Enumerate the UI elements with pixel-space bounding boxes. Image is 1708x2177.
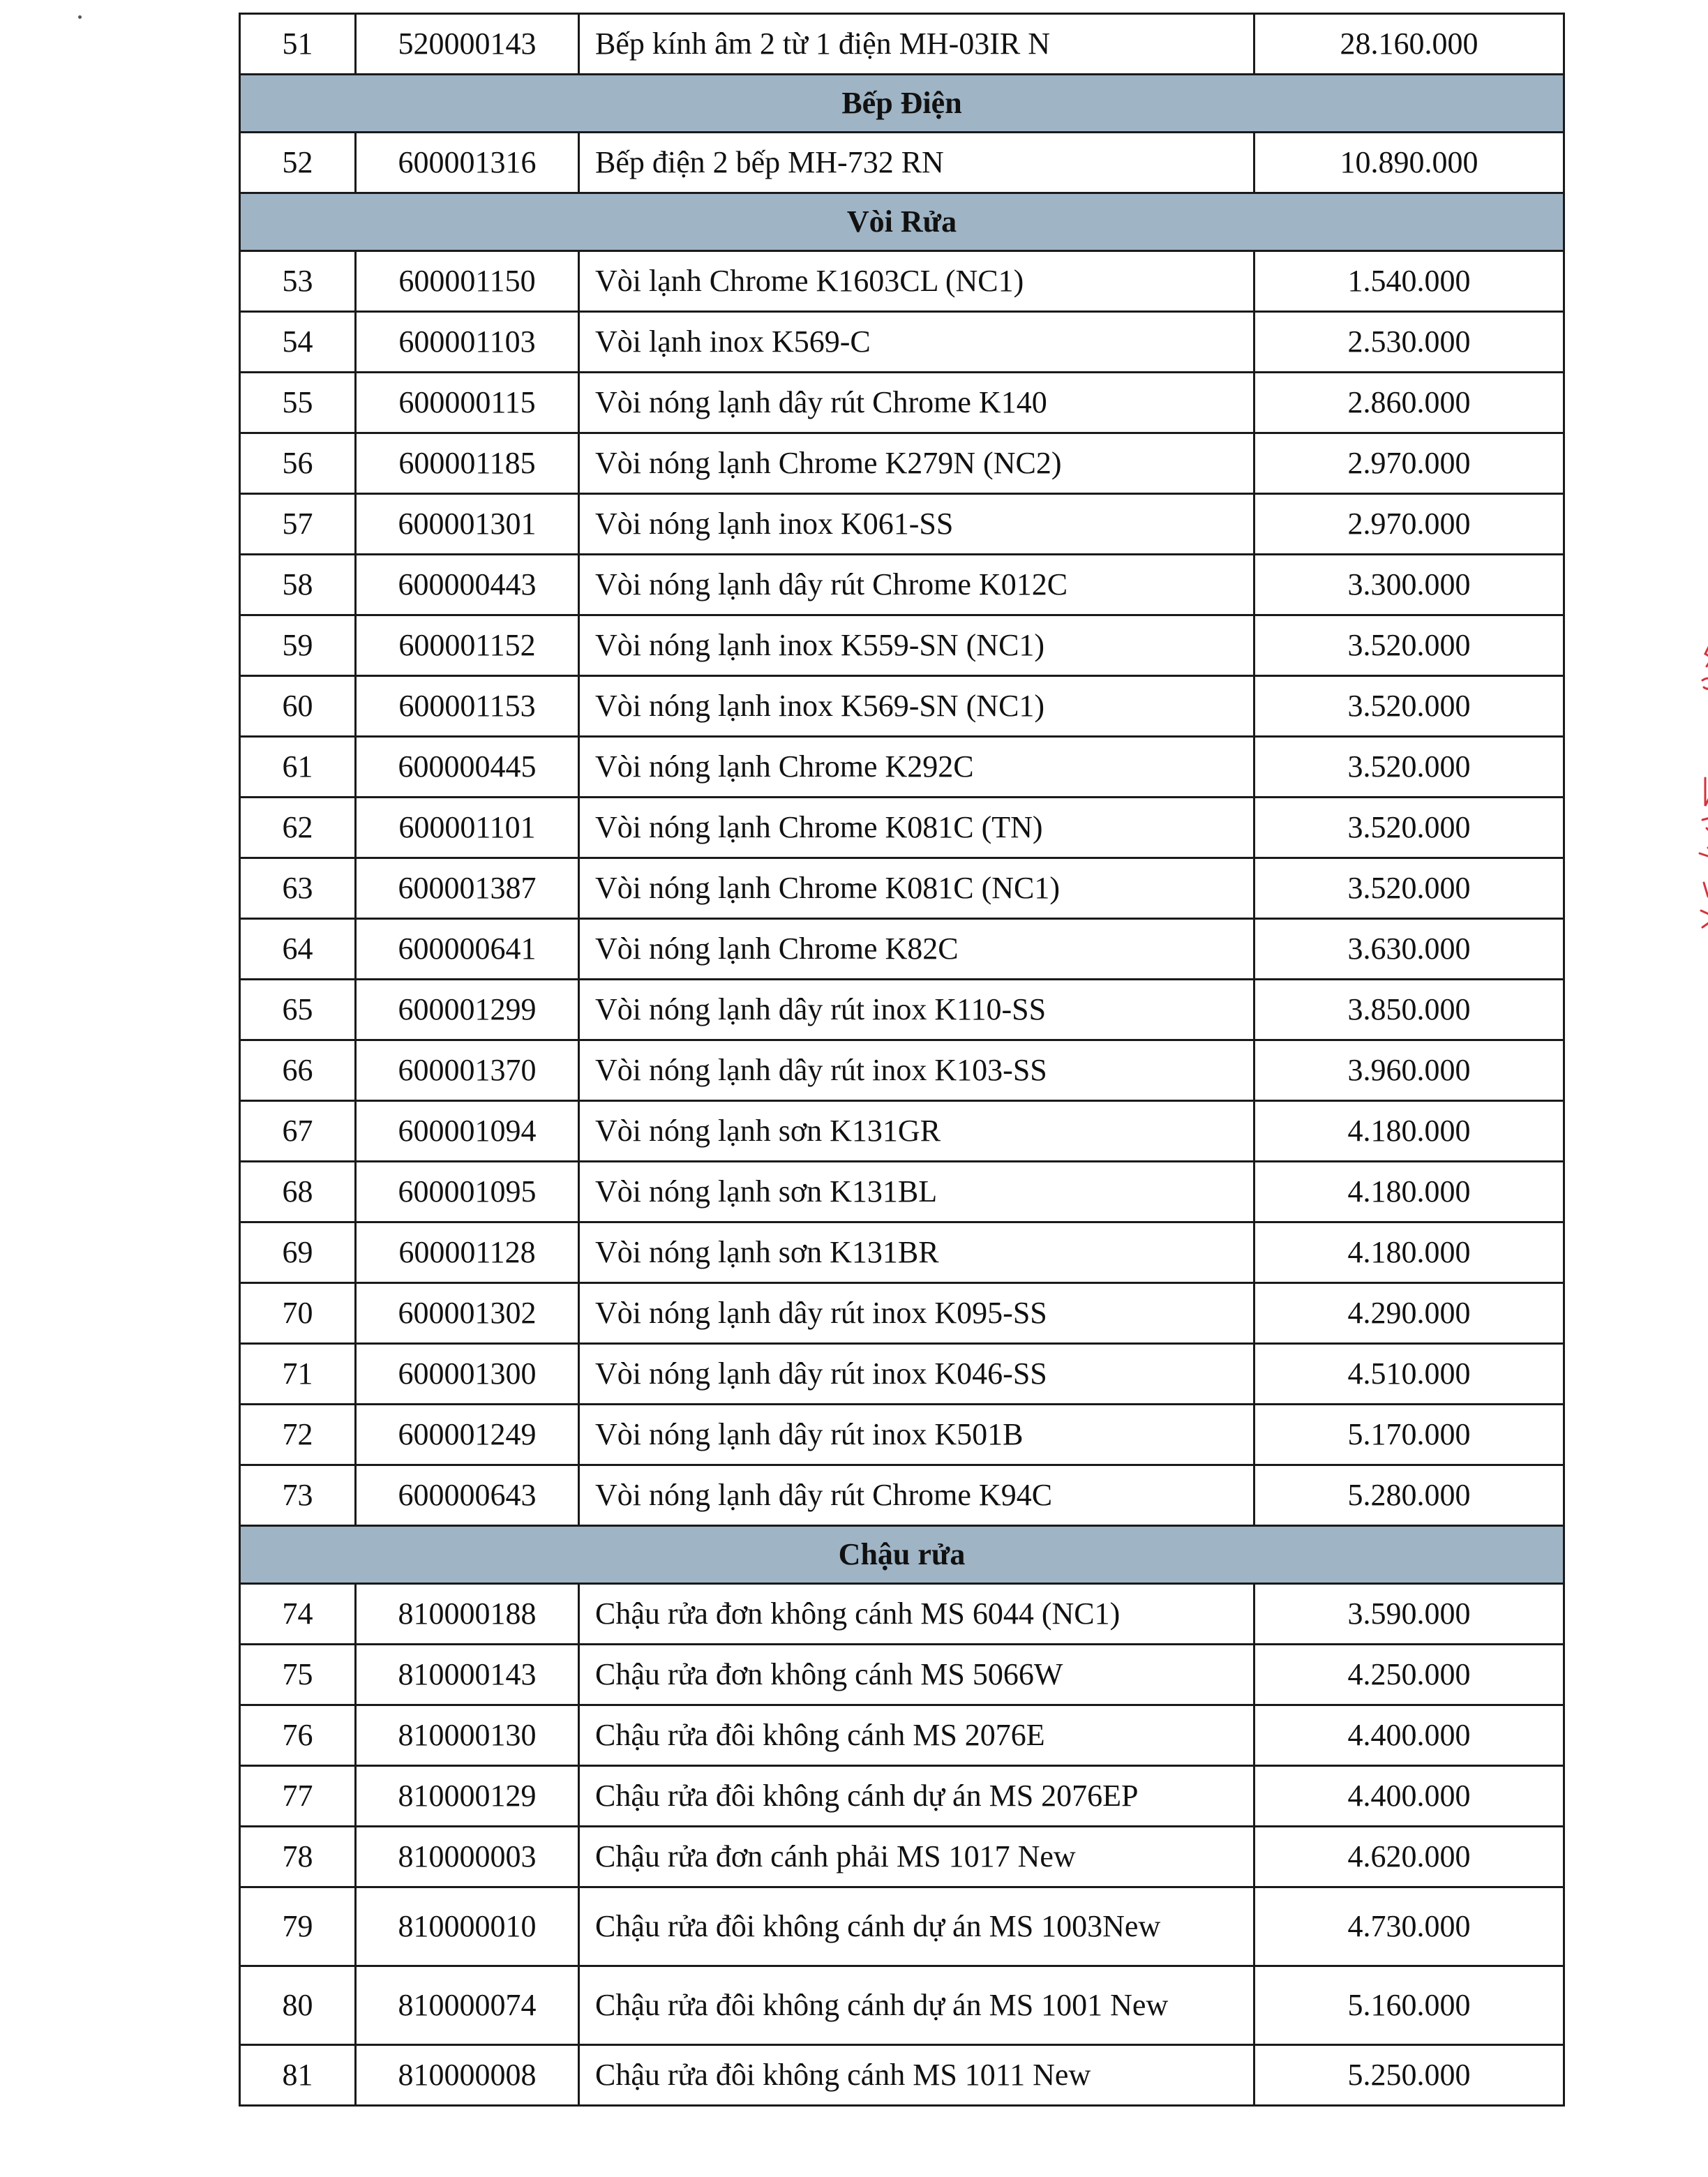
product-code-cell: 600001103 [356, 312, 579, 373]
product-code-cell: 600000643 [356, 1465, 579, 1526]
product-name-cell: Vòi nóng lạnh dây rút inox K046-SS [579, 1344, 1254, 1405]
product-code-cell: 810000188 [356, 1584, 579, 1645]
scan-speck [78, 15, 82, 19]
table-row [240, 737, 1564, 798]
row-number-cell: 54 [240, 312, 356, 373]
price-cell: 3.960.000 [1254, 1040, 1564, 1101]
table-row [240, 1162, 1564, 1222]
product-code-cell: 520000143 [356, 14, 579, 75]
row-number-cell: 52 [240, 133, 356, 193]
table-row [240, 1283, 1564, 1344]
row-number-cell: 80 [240, 1966, 356, 2045]
table-row [240, 980, 1564, 1040]
row-number-cell: 53 [240, 251, 356, 312]
product-name-cell: Vòi nóng lạnh dây rút inox K095-SS [579, 1283, 1254, 1344]
product-name-cell: Chậu rửa đôi không cánh MS 1011 New [579, 2045, 1254, 2106]
product-code-cell: 600000641 [356, 919, 579, 980]
section-header-row [240, 193, 1564, 251]
row-number-cell: 78 [240, 1827, 356, 1887]
product-code-cell: 600001387 [356, 858, 579, 919]
product-name-cell: Chậu rửa đơn không cánh MS 5066W [579, 1645, 1254, 1705]
table-row [240, 919, 1564, 980]
price-cell: 3.850.000 [1254, 980, 1564, 1040]
product-code-cell: 810000130 [356, 1705, 579, 1766]
price-cell: 3.520.000 [1254, 615, 1564, 676]
table-row [240, 858, 1564, 919]
price-cell: 2.860.000 [1254, 373, 1564, 433]
table-row [240, 1827, 1564, 1887]
row-number-cell: 64 [240, 919, 356, 980]
row-number-cell: 79 [240, 1887, 356, 1966]
row-number-cell: 68 [240, 1162, 356, 1222]
row-number-cell: 65 [240, 980, 356, 1040]
product-name-cell: Vòi nóng lạnh Chrome K82C [579, 919, 1254, 980]
row-number-cell: 60 [240, 676, 356, 737]
product-code-cell: 600000445 [356, 737, 579, 798]
table-row [240, 373, 1564, 433]
product-name-cell: Vòi nóng lạnh dây rút Chrome K94C [579, 1465, 1254, 1526]
product-code-cell: 600001249 [356, 1405, 579, 1465]
product-name-cell: Vòi lạnh inox K569-C [579, 312, 1254, 373]
price-cell: 2.970.000 [1254, 433, 1564, 494]
row-number-cell: 76 [240, 1705, 356, 1766]
product-code-cell: 600001299 [356, 980, 579, 1040]
product-name-cell: Chậu rửa đơn không cánh MS 6044 (NC1) [579, 1584, 1254, 1645]
table-row [240, 555, 1564, 615]
price-cell: 4.400.000 [1254, 1705, 1564, 1766]
price-cell: 4.510.000 [1254, 1344, 1564, 1405]
product-code-cell: 810000010 [356, 1887, 579, 1966]
section-header-row [240, 75, 1564, 133]
product-name-cell: Vòi nóng lạnh inox K559-SN (NC1) [579, 615, 1254, 676]
price-cell: 3.520.000 [1254, 858, 1564, 919]
row-number-cell: 77 [240, 1766, 356, 1827]
table-row [240, 1705, 1564, 1766]
product-name-cell: Vòi nóng lạnh Chrome K292C [579, 737, 1254, 798]
row-number-cell: 73 [240, 1465, 356, 1526]
table-row [240, 1645, 1564, 1705]
price-cell: 5.280.000 [1254, 1465, 1564, 1526]
table-row [240, 676, 1564, 737]
price-cell: 4.620.000 [1254, 1827, 1564, 1887]
price-cell: 2.970.000 [1254, 494, 1564, 555]
table-row [240, 1222, 1564, 1283]
section-title: Vòi Rửa [240, 193, 1564, 251]
product-name-cell: Vòi nóng lạnh dây rút inox K501B [579, 1405, 1254, 1465]
product-code-cell: 810000074 [356, 1966, 579, 2045]
product-code-cell: 810000003 [356, 1827, 579, 1887]
product-code-cell: 600001095 [356, 1162, 579, 1222]
product-name-cell: Vòi nóng lạnh Chrome K081C (NC1) [579, 858, 1254, 919]
product-name-cell: Chậu rửa đơn cánh phải MS 1017 New [579, 1827, 1254, 1887]
table-row [240, 615, 1564, 676]
table-row [240, 1766, 1564, 1827]
table-row [240, 133, 1564, 193]
red-seal-stamp-fragment [1675, 631, 1708, 980]
product-code-cell: 600001316 [356, 133, 579, 193]
table-row [240, 312, 1564, 373]
row-number-cell: 63 [240, 858, 356, 919]
product-name-cell: Chậu rửa đôi không cánh dự án MS 1001 New [579, 1966, 1254, 2045]
table-row [240, 2045, 1564, 2106]
price-cell: 5.170.000 [1254, 1405, 1564, 1465]
product-code-cell: 600001150 [356, 251, 579, 312]
row-number-cell: 66 [240, 1040, 356, 1101]
price-cell: 2.530.000 [1254, 312, 1564, 373]
product-code-cell: 600001302 [356, 1283, 579, 1344]
row-number-cell: 57 [240, 494, 356, 555]
price-list-table [239, 13, 1565, 2107]
table-row [240, 1405, 1564, 1465]
price-cell: 4.730.000 [1254, 1887, 1564, 1966]
table-row [240, 1887, 1564, 1966]
product-name-cell: Chậu rửa đôi không cánh MS 2076E [579, 1705, 1254, 1766]
table-row [240, 14, 1564, 75]
table-row [240, 1465, 1564, 1526]
product-name-cell: Vòi nóng lạnh sơn K131BR [579, 1222, 1254, 1283]
section-title: Bếp Điện [240, 75, 1564, 133]
product-code-cell: 600001185 [356, 433, 579, 494]
table-row [240, 251, 1564, 312]
price-cell: 3.520.000 [1254, 737, 1564, 798]
price-cell: 3.630.000 [1254, 919, 1564, 980]
product-code-cell: 600001370 [356, 1040, 579, 1101]
row-number-cell: 72 [240, 1405, 356, 1465]
product-code-cell: 810000129 [356, 1766, 579, 1827]
price-cell: 3.520.000 [1254, 798, 1564, 858]
price-cell: 4.180.000 [1254, 1162, 1564, 1222]
price-cell: 5.250.000 [1254, 2045, 1564, 2106]
product-name-cell: Vòi lạnh Chrome K1603CL (NC1) [579, 251, 1254, 312]
row-number-cell: 69 [240, 1222, 356, 1283]
table-row [240, 798, 1564, 858]
price-cell: 3.300.000 [1254, 555, 1564, 615]
section-title: Chậu rửa [240, 1526, 1564, 1584]
product-name-cell: Bếp kính âm 2 từ 1 điện MH-03IR N [579, 14, 1254, 75]
row-number-cell: 62 [240, 798, 356, 858]
product-name-cell: Vòi nóng lạnh dây rút Chrome K140 [579, 373, 1254, 433]
product-name-cell: Vòi nóng lạnh Chrome K081C (TN) [579, 798, 1254, 858]
table-row [240, 1584, 1564, 1645]
row-number-cell: 75 [240, 1645, 356, 1705]
row-number-cell: 51 [240, 14, 356, 75]
price-cell: 28.160.000 [1254, 14, 1564, 75]
product-code-cell: 600001094 [356, 1101, 579, 1162]
product-code-cell: 600001301 [356, 494, 579, 555]
table-row [240, 1040, 1564, 1101]
product-name-cell: Vòi nóng lạnh inox K569-SN (NC1) [579, 676, 1254, 737]
price-cell: 4.180.000 [1254, 1222, 1564, 1283]
product-code-cell: 810000143 [356, 1645, 579, 1705]
price-cell: 3.590.000 [1254, 1584, 1564, 1645]
row-number-cell: 58 [240, 555, 356, 615]
price-cell: 3.520.000 [1254, 676, 1564, 737]
product-code-cell: 600000115 [356, 373, 579, 433]
product-name-cell: Vòi nóng lạnh sơn K131GR [579, 1101, 1254, 1162]
product-name-cell: Chậu rửa đôi không cánh dự án MS 2076EP [579, 1766, 1254, 1827]
row-number-cell: 71 [240, 1344, 356, 1405]
price-list-body [240, 14, 1564, 2106]
row-number-cell: 81 [240, 2045, 356, 2106]
product-name-cell: Vòi nóng lạnh Chrome K279N (NC2) [579, 433, 1254, 494]
row-number-cell: 55 [240, 373, 356, 433]
product-code-cell: 600001300 [356, 1344, 579, 1405]
table-row [240, 494, 1564, 555]
price-cell: 5.160.000 [1254, 1966, 1564, 2045]
product-code-cell: 600001153 [356, 676, 579, 737]
row-number-cell: 74 [240, 1584, 356, 1645]
product-name-cell: Bếp điện 2 bếp MH-732 RN [579, 133, 1254, 193]
product-code-cell: 600000443 [356, 555, 579, 615]
product-name-cell: Vòi nóng lạnh dây rút inox K103-SS [579, 1040, 1254, 1101]
price-cell: 4.250.000 [1254, 1645, 1564, 1705]
product-name-cell: Vòi nóng lạnh inox K061-SS [579, 494, 1254, 555]
table-row [240, 1966, 1564, 2045]
price-cell: 4.290.000 [1254, 1283, 1564, 1344]
price-cell: 10.890.000 [1254, 133, 1564, 193]
price-cell: 4.180.000 [1254, 1101, 1564, 1162]
section-header-row [240, 1526, 1564, 1584]
table-row [240, 1101, 1564, 1162]
row-number-cell: 70 [240, 1283, 356, 1344]
row-number-cell: 67 [240, 1101, 356, 1162]
product-code-cell: 600001152 [356, 615, 579, 676]
product-name-cell: Chậu rửa đôi không cánh dự án MS 1003New [579, 1887, 1254, 1966]
product-name-cell: Vòi nóng lạnh sơn K131BL [579, 1162, 1254, 1222]
product-code-cell: 600001128 [356, 1222, 579, 1283]
product-name-cell: Vòi nóng lạnh dây rút inox K110-SS [579, 980, 1254, 1040]
product-name-cell: Vòi nóng lạnh dây rút Chrome K012C [579, 555, 1254, 615]
product-code-cell: 810000008 [356, 2045, 579, 2106]
price-cell: 4.400.000 [1254, 1766, 1564, 1827]
price-cell: 1.540.000 [1254, 251, 1564, 312]
table-row [240, 1344, 1564, 1405]
table-row [240, 433, 1564, 494]
row-number-cell: 56 [240, 433, 356, 494]
row-number-cell: 61 [240, 737, 356, 798]
product-code-cell: 600001101 [356, 798, 579, 858]
row-number-cell: 59 [240, 615, 356, 676]
